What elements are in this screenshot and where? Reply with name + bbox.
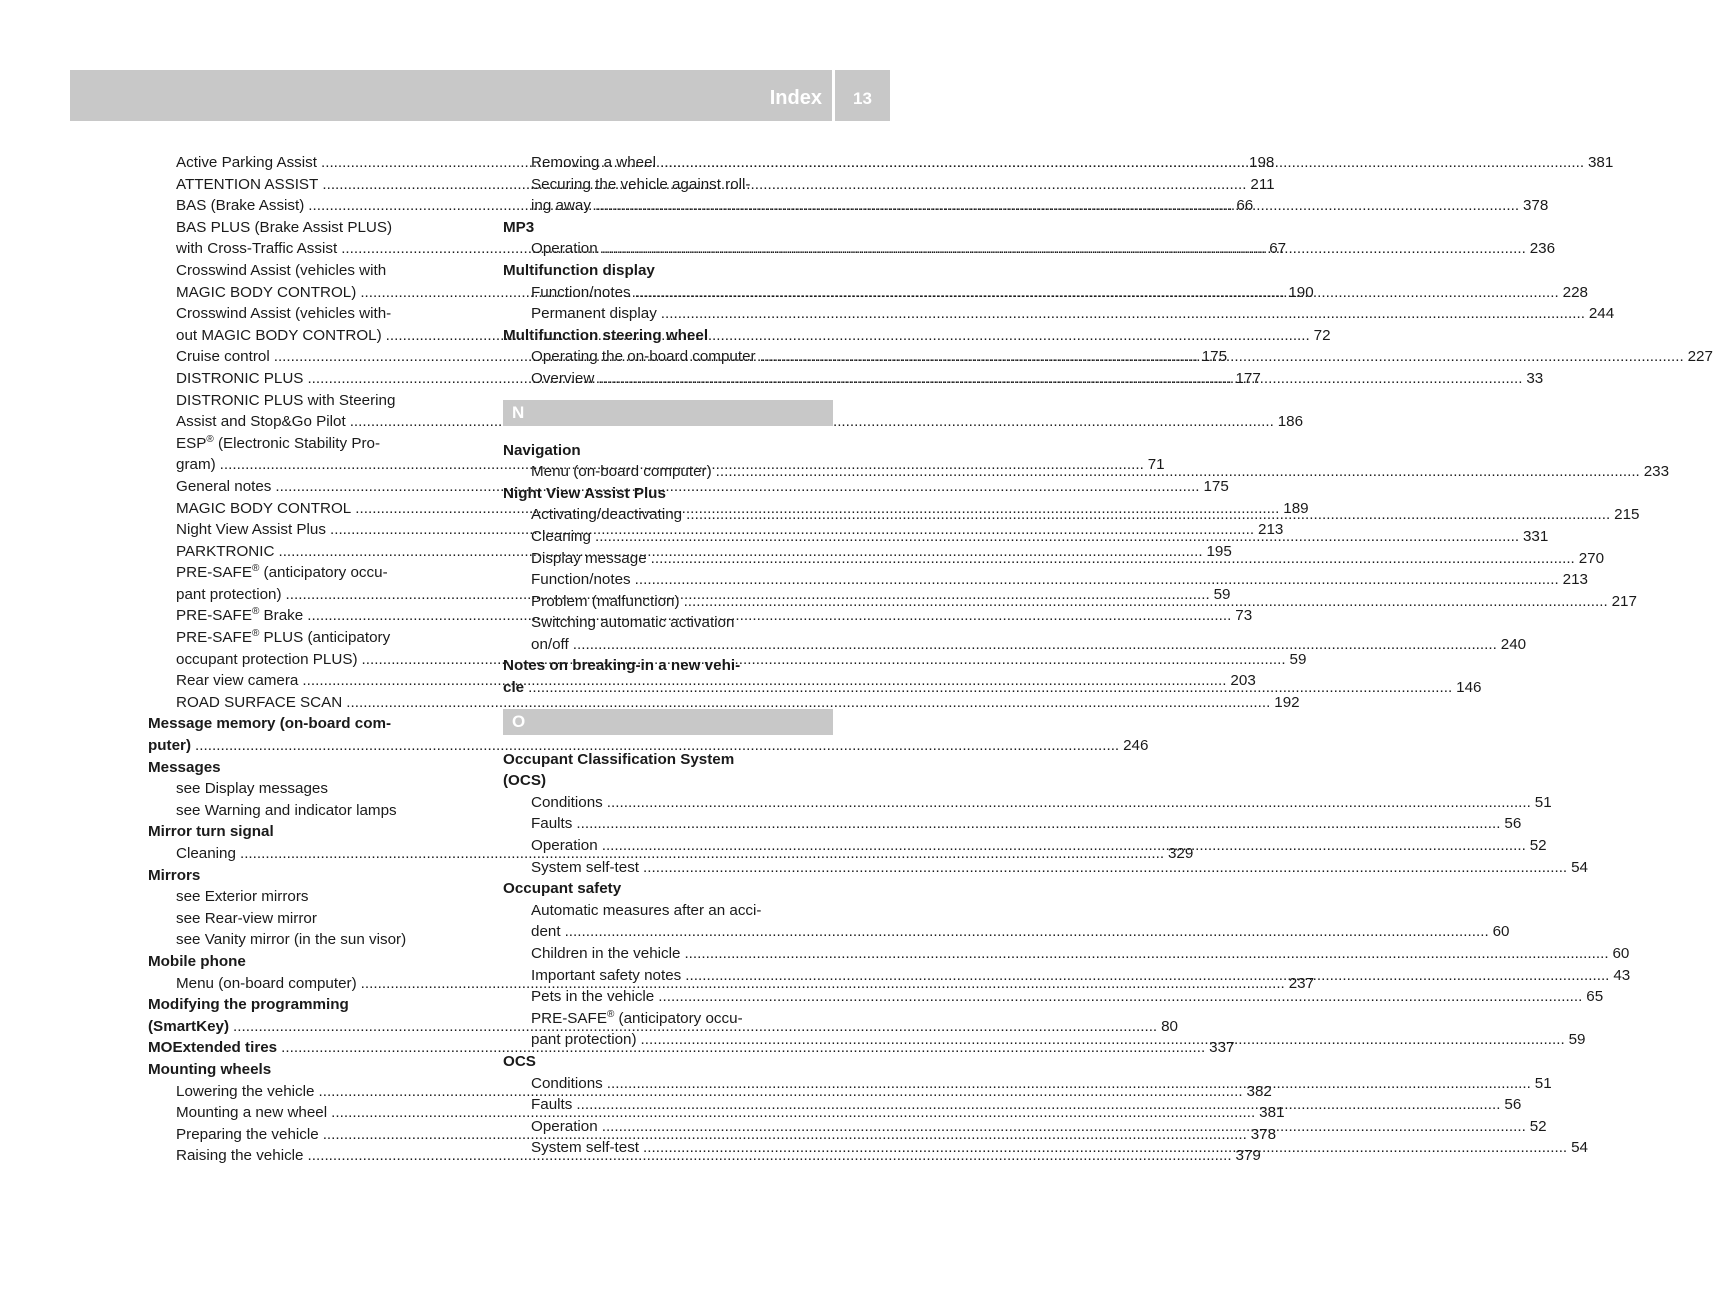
leader-dots bbox=[572, 813, 1498, 835]
leader-dots bbox=[591, 195, 1517, 217]
index-subentry-line: Securing the vehicle against roll- bbox=[531, 175, 751, 193]
index-subentry-line: Automatic measures after an acci- bbox=[531, 901, 762, 919]
entry-page-number[interactable]: 381 bbox=[1259, 1104, 1285, 1122]
entry-page-number[interactable]: 56 bbox=[1504, 815, 1522, 833]
entry-label: Operation bbox=[531, 240, 598, 258]
entry-label: on/off bbox=[531, 635, 569, 653]
entry-page-number[interactable]: 80 bbox=[1161, 1017, 1178, 1035]
index-subentry-line: Switching automatic activation bbox=[531, 614, 735, 632]
entry-label: Cleaning bbox=[176, 845, 236, 862]
entry-page-number[interactable]: 72 bbox=[1313, 326, 1331, 344]
entry-label: puter) bbox=[148, 737, 192, 755]
entry-label: Display message bbox=[531, 549, 647, 567]
index-heading: MP3 bbox=[503, 218, 535, 236]
index-subentry[interactable] bbox=[503, 857, 1588, 879]
entry-label: ing away bbox=[531, 197, 591, 215]
index-section-header: O bbox=[503, 709, 833, 735]
entry-label: MAGIC BODY CONTROL) bbox=[176, 283, 357, 301]
entry-page-number[interactable]: 227 bbox=[1687, 348, 1713, 366]
entry-label: Children in the vehicle bbox=[531, 945, 681, 962]
index-subentry-line: Crosswind Assist (vehicles with- bbox=[176, 305, 392, 323]
index-subentry-line: BAS PLUS (Brake Assist PLUS) bbox=[176, 218, 393, 236]
index-subentry[interactable] bbox=[148, 692, 1300, 714]
entry-label: Function/notes bbox=[531, 571, 631, 589]
index-subentry[interactable] bbox=[148, 411, 1304, 433]
entry-page-number[interactable]: 192 bbox=[1274, 693, 1300, 711]
entry-page-number[interactable]: 378 bbox=[1250, 1125, 1277, 1143]
entry-page-number[interactable]: 73 bbox=[1235, 607, 1253, 625]
entry-label: Conditions bbox=[531, 793, 603, 811]
entry-label: Operation bbox=[531, 837, 598, 855]
entry-page-number[interactable]: 59 bbox=[1289, 650, 1307, 668]
entry-page-number[interactable]: 337 bbox=[1209, 1039, 1235, 1057]
entry-page-number[interactable]: 190 bbox=[1288, 283, 1314, 301]
index-heading: Mirrors bbox=[148, 866, 201, 884]
entry-label: Overview bbox=[531, 369, 595, 387]
leader-dots bbox=[682, 504, 1608, 526]
leader-dots bbox=[591, 526, 1517, 548]
entry-label: gram) bbox=[176, 456, 216, 474]
leader-dots bbox=[656, 152, 1582, 174]
leader-dots bbox=[654, 986, 1580, 1008]
entry-page-number[interactable]: 54 bbox=[1571, 858, 1588, 876]
index-subentry-line: Crosswind Assist (vehicles with bbox=[176, 261, 387, 279]
index-subentry-line: PRE-SAFE® PLUS (anticipatory bbox=[176, 628, 391, 647]
entry-label: MAGIC BODY CONTROL bbox=[176, 499, 352, 517]
entry-label: Cruise control bbox=[176, 348, 270, 366]
leader-dots bbox=[680, 591, 1606, 613]
leader-dots bbox=[603, 1073, 1529, 1095]
index-subentry-line: PRE-SAFE® (anticipatory occu- bbox=[176, 563, 388, 582]
index-heading: Message memory (on-board com- bbox=[148, 715, 392, 733]
entry-page-number[interactable]: 51 bbox=[1534, 793, 1552, 811]
index-heading: Mobile phone bbox=[148, 952, 246, 970]
entry-label: cle bbox=[503, 679, 525, 697]
entry-label: BAS (Brake Assist) bbox=[176, 197, 305, 215]
entry-page-number[interactable]: 175 bbox=[1203, 477, 1229, 495]
entry-page-number[interactable]: 203 bbox=[1230, 672, 1256, 690]
entry-page-number[interactable]: 213 bbox=[1258, 521, 1284, 539]
index-section-header: N bbox=[503, 400, 833, 426]
leader-dots bbox=[594, 368, 1520, 390]
entry-page-number[interactable]: 189 bbox=[1283, 499, 1309, 517]
leader-dots bbox=[524, 677, 1450, 699]
entry-page-number[interactable]: 381 bbox=[1587, 154, 1614, 171]
leader-dots bbox=[639, 857, 1565, 879]
entry-page-number[interactable]: 59 bbox=[1213, 585, 1231, 603]
entry-page-number[interactable]: 60 bbox=[1492, 923, 1510, 941]
entry-page-number[interactable]: 270 bbox=[1578, 549, 1605, 567]
index-subentry[interactable] bbox=[503, 634, 1527, 656]
entry-label: ROAD SURFACE SCAN bbox=[176, 693, 343, 711]
leader-dots bbox=[569, 634, 1495, 656]
entry-page-number[interactable]: 177 bbox=[1235, 369, 1261, 387]
entry-label: Mounting a new wheel bbox=[176, 1104, 328, 1122]
header-bar bbox=[70, 70, 832, 121]
entry-label: (SmartKey) bbox=[148, 1017, 230, 1035]
entry-page-number[interactable]: 237 bbox=[1288, 974, 1315, 992]
entry-label: Activating/deactivating bbox=[531, 506, 683, 524]
entry-label: dent bbox=[531, 923, 561, 941]
entry-page-number[interactable]: 211 bbox=[1250, 175, 1275, 193]
entry-page-number[interactable]: 43 bbox=[1613, 966, 1631, 984]
entry-page-number[interactable]: 329 bbox=[1167, 845, 1194, 862]
entry-page-number[interactable]: 33 bbox=[1526, 369, 1544, 387]
entry-label: Rear view camera bbox=[176, 672, 299, 690]
entry-label: occupant protection PLUS) bbox=[176, 650, 358, 668]
entry-page-number[interactable]: 186 bbox=[1277, 413, 1304, 431]
entry-page-number[interactable]: 233 bbox=[1643, 463, 1670, 481]
entry-label: Menu (on-board computer) bbox=[176, 974, 357, 992]
entry-page-number[interactable]: 66 bbox=[1236, 197, 1254, 215]
index-heading: (OCS) bbox=[503, 772, 547, 790]
entry-label: Permanent display bbox=[531, 305, 657, 323]
leader-dots bbox=[572, 1094, 1498, 1116]
entry-label: Removing a wheel bbox=[531, 154, 656, 171]
entry-label: System self-test bbox=[531, 858, 640, 876]
entry-page-number[interactable]: 52 bbox=[1529, 1117, 1547, 1135]
entry-page-number[interactable]: 228 bbox=[1562, 283, 1588, 301]
entry-page-number[interactable]: 244 bbox=[1588, 305, 1615, 323]
entry-label: Important safety notes bbox=[531, 966, 682, 984]
entry-page-number[interactable]: 54 bbox=[1571, 1139, 1588, 1157]
entry-label: Faults bbox=[531, 815, 573, 833]
entry-page-number[interactable]: 382 bbox=[1246, 1082, 1272, 1100]
entry-label: Pets in the vehicle bbox=[531, 988, 655, 1006]
entry-label: Conditions bbox=[531, 1074, 603, 1092]
entry-page-number[interactable]: 71 bbox=[1147, 456, 1165, 474]
leader-dots bbox=[639, 1137, 1565, 1159]
leader-dots bbox=[756, 346, 1682, 368]
leader-dots bbox=[680, 943, 1606, 965]
leader-dots bbox=[631, 282, 1557, 304]
entry-page-number[interactable]: 175 bbox=[1201, 348, 1228, 366]
index-subentry-line: ESP® (Electronic Stability Pro- bbox=[176, 433, 381, 452]
index-heading: Mounting wheels bbox=[148, 1060, 272, 1078]
entry-label: Raising the vehicle bbox=[176, 1147, 304, 1165]
entry-page-number[interactable]: 213 bbox=[1562, 571, 1588, 589]
index-subentry-line: see Rear-view mirror bbox=[176, 909, 317, 927]
index-subentry-line: see Warning and indicator lamps bbox=[176, 801, 397, 819]
entry-label: Menu (on-board computer) bbox=[531, 463, 712, 481]
entry-label: ATTENTION ASSIST bbox=[176, 175, 319, 193]
entry-label: Operation bbox=[531, 1117, 598, 1135]
index-heading: Modifying the programming bbox=[148, 996, 349, 1014]
entry-page-number[interactable]: 56 bbox=[1504, 1096, 1522, 1114]
entry-page-number[interactable]: 215 bbox=[1614, 506, 1640, 524]
index-subentry-line: DISTRONIC PLUS with Steering bbox=[176, 391, 396, 409]
entry-page-number[interactable]: 240 bbox=[1500, 635, 1527, 653]
index-subentry[interactable] bbox=[503, 813, 1522, 835]
leader-dots bbox=[603, 792, 1529, 814]
leader-dots bbox=[631, 569, 1557, 591]
entry-label: Active Parking Assist bbox=[176, 154, 317, 171]
entry-label: pant protection) bbox=[176, 585, 282, 603]
index-subentry[interactable] bbox=[503, 943, 1630, 965]
leader-dots bbox=[681, 965, 1607, 987]
index-heading-entry[interactable] bbox=[148, 735, 1149, 757]
index-heading: Messages bbox=[148, 758, 221, 776]
entry-page-number[interactable]: 51 bbox=[1534, 1074, 1552, 1092]
entry-page-number[interactable]: 52 bbox=[1529, 837, 1547, 855]
entry-page-number[interactable]: 59 bbox=[1568, 1031, 1586, 1049]
entry-label: Function/notes bbox=[531, 283, 631, 301]
entry-label: Operating the on-board computer bbox=[531, 348, 756, 366]
page-number-box bbox=[835, 70, 890, 121]
index-subentry[interactable] bbox=[503, 303, 1615, 325]
leader-dots bbox=[712, 461, 1638, 483]
entry-label: with Cross-Traffic Assist bbox=[176, 240, 338, 258]
index-heading: Multifunction display bbox=[503, 261, 655, 279]
index-heading: Multifunction steering wheel bbox=[503, 326, 709, 344]
leader-dots bbox=[647, 548, 1573, 570]
entry-label: Faults bbox=[531, 1096, 573, 1114]
leader-dots bbox=[637, 1029, 1563, 1051]
index-heading: Occupant safety bbox=[503, 880, 622, 898]
index-heading: Mirror turn signal bbox=[148, 823, 274, 841]
entry-page-number[interactable]: 379 bbox=[1235, 1147, 1261, 1165]
entry-label: pant protection) bbox=[531, 1031, 637, 1049]
entry-label: PRE-SAFE® Brake bbox=[176, 606, 304, 625]
index-subentry-line: PRE-SAFE® (anticipatory occu- bbox=[531, 1008, 743, 1027]
entry-label: Assist and Stop&Go Pilot bbox=[176, 413, 346, 431]
entry-page-number[interactable]: 60 bbox=[1612, 945, 1630, 962]
index-subentry[interactable] bbox=[503, 569, 1588, 591]
entry-page-number[interactable]: 146 bbox=[1456, 679, 1482, 697]
index-heading: OCS bbox=[503, 1052, 536, 1070]
leader-dots bbox=[598, 835, 1524, 857]
index-subentry-line: see Vanity mirror (in the sun visor) bbox=[176, 931, 407, 949]
page-number: 13 bbox=[853, 89, 872, 108]
leader-dots bbox=[561, 921, 1487, 943]
entry-page-number[interactable]: 246 bbox=[1123, 737, 1149, 755]
entry-label: Cleaning bbox=[531, 527, 591, 545]
entry-label: Night View Assist Plus bbox=[176, 521, 326, 539]
entry-label: out MAGIC BODY CONTROL) bbox=[176, 326, 382, 344]
entry-page-number[interactable]: 331 bbox=[1522, 527, 1549, 545]
index-subentry[interactable] bbox=[503, 986, 1604, 1008]
entry-page-number[interactable]: 195 bbox=[1206, 542, 1232, 560]
index-subentry[interactable] bbox=[503, 921, 1510, 943]
leader-dots bbox=[598, 1116, 1524, 1138]
entry-page-number[interactable]: 378 bbox=[1522, 197, 1549, 215]
entry-label: DISTRONIC PLUS bbox=[176, 369, 304, 387]
leader-dots bbox=[598, 238, 1524, 260]
entry-label: Lowering the vehicle bbox=[176, 1082, 315, 1100]
entry-label: MOExtended tires bbox=[148, 1039, 278, 1057]
index-heading: Notes on breaking-in a new vehi- bbox=[503, 657, 741, 675]
index-subentry-line: see Exterior mirrors bbox=[176, 888, 309, 906]
entry-label: Problem (malfunction) bbox=[531, 592, 680, 610]
entry-page-number[interactable]: 198 bbox=[1249, 154, 1275, 171]
entry-label: PARKTRONIC bbox=[176, 542, 275, 560]
section-title: Index bbox=[769, 87, 822, 109]
entry-label: System self-test bbox=[531, 1139, 640, 1157]
entry-label: Preparing the vehicle bbox=[176, 1125, 319, 1143]
index-heading: Night View Assist Plus bbox=[503, 484, 666, 502]
entry-page-number[interactable]: 217 bbox=[1611, 592, 1637, 610]
leader-dots bbox=[657, 303, 1583, 325]
index-heading: Navigation bbox=[503, 441, 581, 459]
index-subentry-line: see Display messages bbox=[176, 780, 328, 798]
entry-page-number[interactable]: 67 bbox=[1269, 240, 1287, 258]
index-heading: Occupant Classification System bbox=[503, 750, 735, 768]
entry-label: General notes bbox=[176, 477, 272, 495]
index-subentry[interactable] bbox=[503, 792, 1552, 814]
entry-page-number[interactable]: 236 bbox=[1529, 240, 1556, 258]
entry-page-number[interactable]: 65 bbox=[1586, 988, 1604, 1006]
